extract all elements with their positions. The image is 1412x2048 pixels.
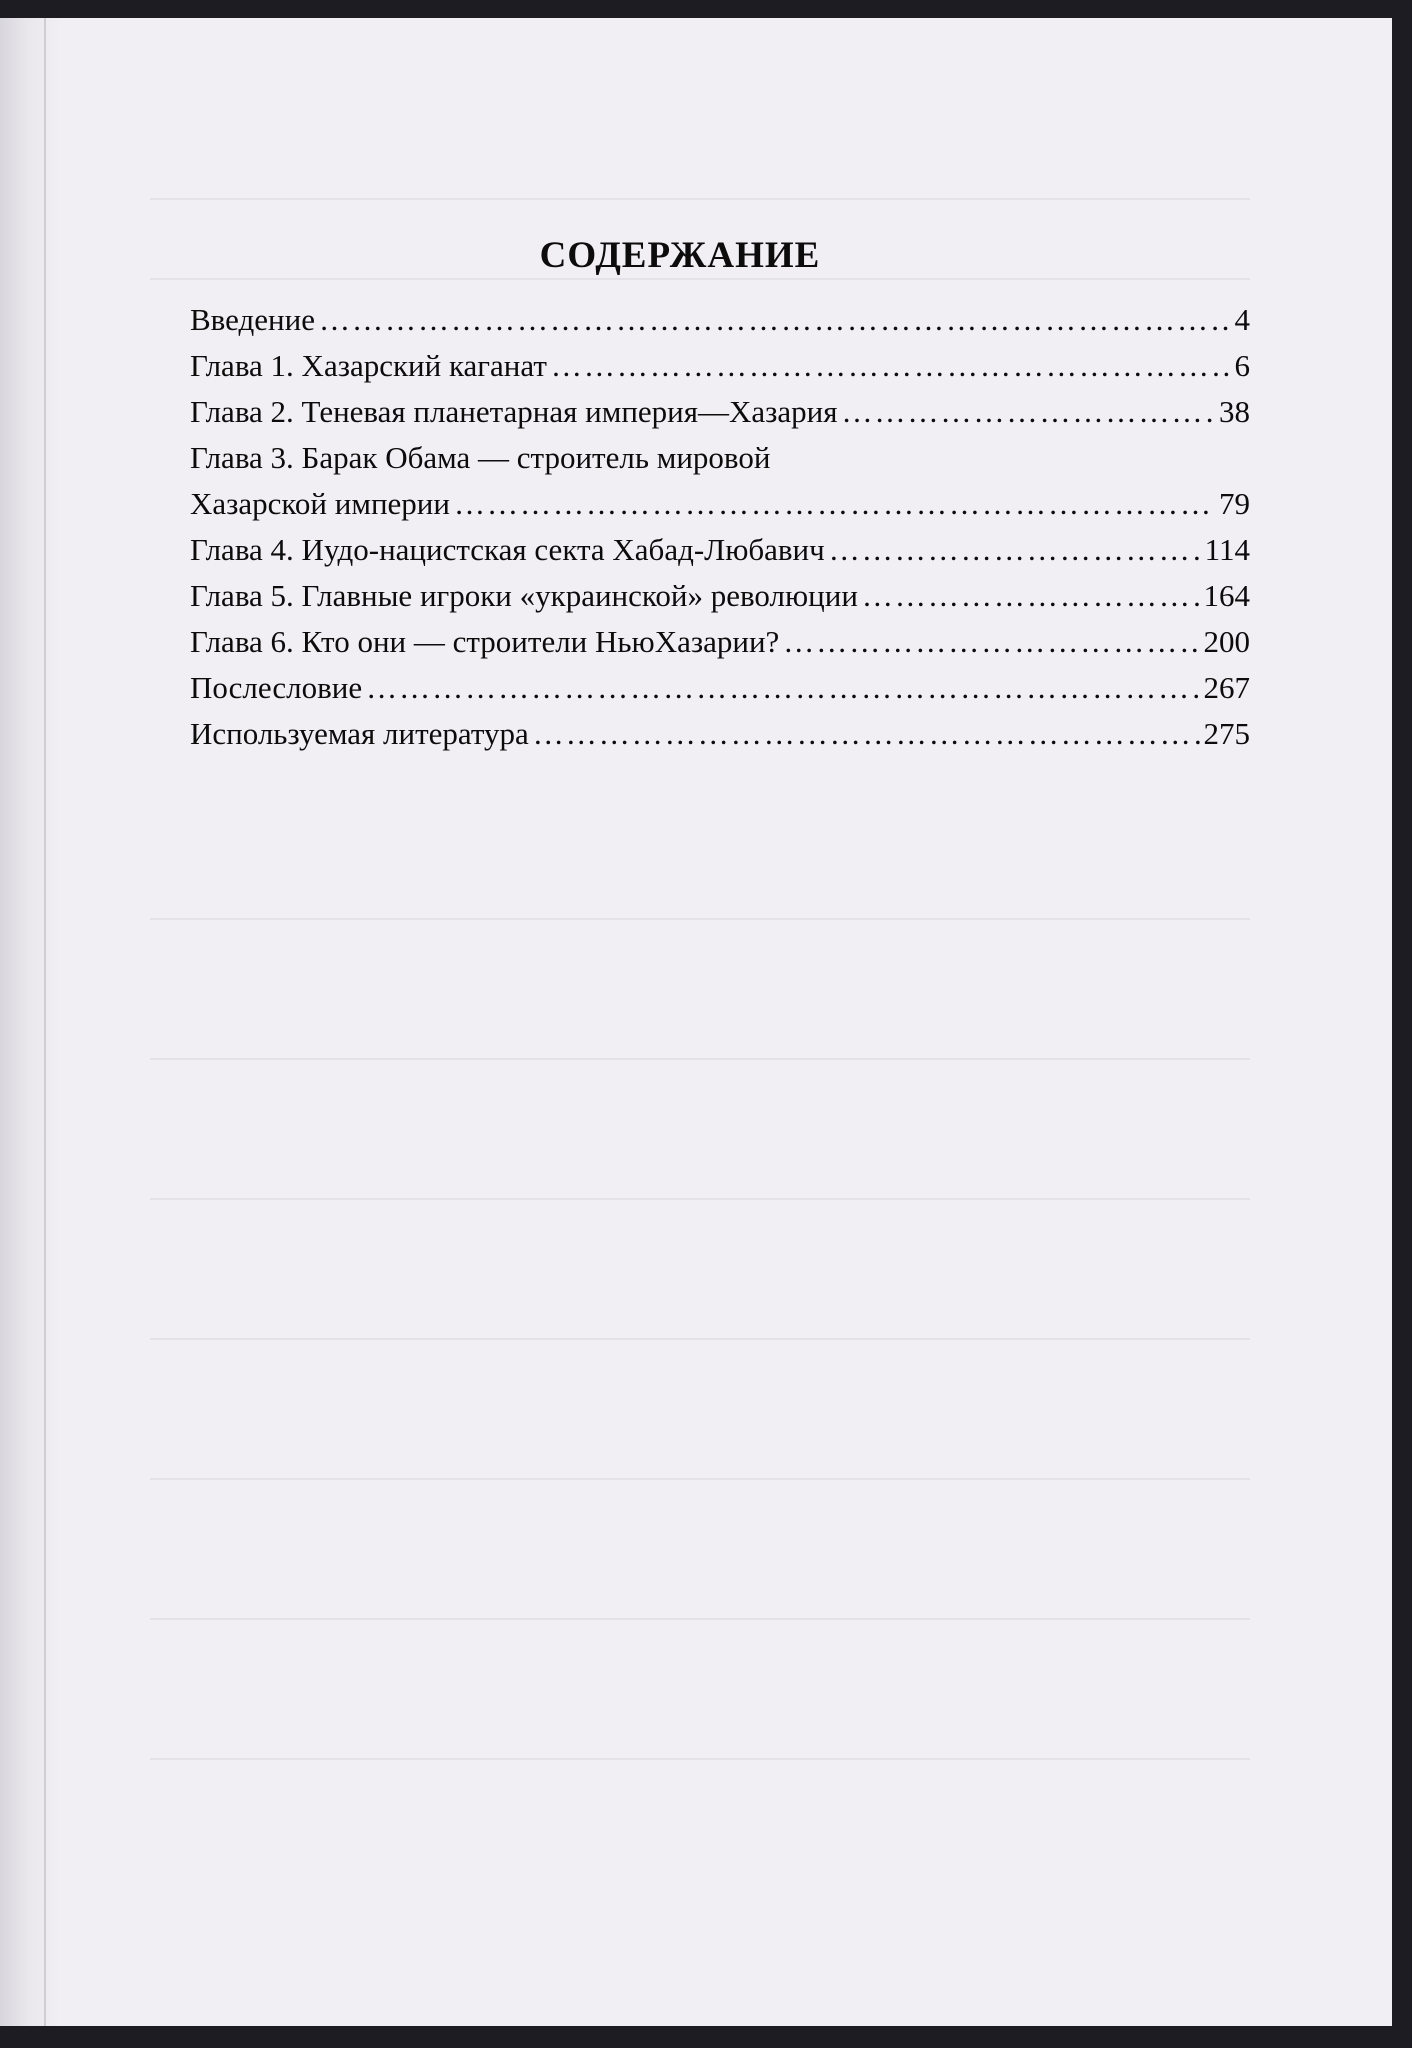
dot-leader	[366, 665, 1199, 711]
toc-entry-label: Послесловие	[190, 670, 363, 705]
toc-entry-afterword	[190, 665, 1250, 711]
dot-leader	[842, 389, 1215, 435]
toc-page-number: 114	[1204, 532, 1250, 567]
dot-leader	[454, 481, 1215, 527]
toc-entry-chapter-6	[190, 619, 1250, 665]
toc-page-number: 275	[1203, 716, 1250, 751]
toc-entry-chapter-1	[190, 343, 1250, 389]
toc-entry-chapter-5	[190, 573, 1250, 619]
table-of-contents	[190, 234, 1250, 757]
show-through-line	[150, 198, 1250, 200]
toc-entry-chapter-4	[190, 527, 1250, 573]
dot-leader	[862, 573, 1200, 619]
toc-entry-label: Глава 5. Главные игроки «украинской» революции	[190, 578, 858, 613]
show-through-line	[150, 918, 1250, 920]
toc-entry-chapter-2	[190, 389, 1250, 435]
toc-entry-bibliography	[190, 711, 1250, 757]
dot-leader	[551, 343, 1231, 389]
dot-leader	[829, 527, 1201, 573]
show-through-line	[150, 1478, 1250, 1480]
show-through-line	[150, 1338, 1250, 1340]
toc-entry-chapter-3	[190, 435, 1250, 481]
toc-page-number: 164	[1203, 578, 1250, 613]
toc-page-number: 79	[1219, 486, 1250, 521]
toc-entry-label: Введение	[190, 302, 315, 337]
toc-title: СОДЕРЖАНИЕ	[539, 235, 821, 276]
toc-entry-label: Глава 3. Барак Обама — строитель мировой	[190, 440, 771, 475]
gutter-shadow	[0, 18, 60, 2026]
toc-page-number: 6	[1234, 348, 1250, 383]
show-through-line	[150, 1198, 1250, 1200]
show-through-line	[150, 1758, 1250, 1760]
show-through-line	[150, 1058, 1250, 1060]
dot-leader	[319, 297, 1231, 343]
toc-entry-label: Хазарской империи	[190, 486, 450, 521]
toc-page-number: 267	[1203, 670, 1250, 705]
toc-entry-label: Глава 6. Кто они — строители НьюХазарии?	[190, 624, 780, 659]
toc-page-number: 38	[1219, 394, 1250, 429]
gutter-line	[44, 18, 46, 2026]
book-page	[0, 18, 1392, 2026]
toc-entry-chapter-3-continued	[190, 481, 1250, 527]
dot-leader	[783, 619, 1199, 665]
toc-page-number: 4	[1234, 302, 1250, 337]
toc-entry-label: Глава 2. Теневая планетарная империя—Хазария	[190, 394, 838, 429]
dot-leader	[533, 711, 1200, 757]
toc-entry-label: Используемая литература	[190, 716, 529, 751]
toc-entry-label: Глава 4. Иудо-нацистская секта Хабад-Любавич	[190, 532, 825, 567]
toc-entry-label: Глава 1. Хазарский каганат	[190, 348, 547, 383]
toc-entry-introduction	[190, 297, 1250, 343]
toc-page-number: 200	[1203, 624, 1250, 659]
show-through-line	[150, 1618, 1250, 1620]
